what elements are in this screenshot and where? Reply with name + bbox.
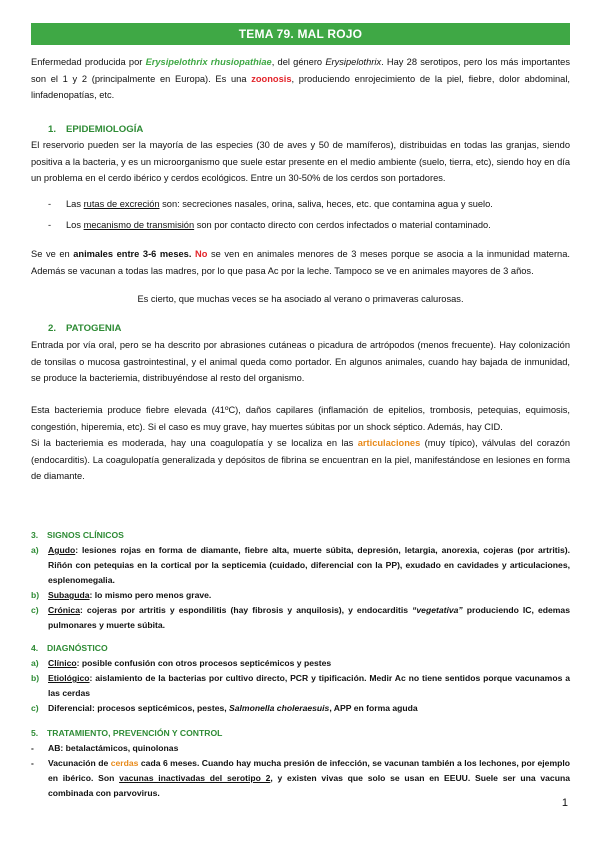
- italic-term: “vegetativa”: [412, 605, 463, 615]
- list-item: [31, 741, 570, 756]
- age-paragraph: [31, 246, 570, 279]
- item-marker: b): [31, 673, 40, 683]
- tratamiento-list: [31, 741, 570, 801]
- patogenia-paragraph-3: [31, 435, 570, 485]
- page-title: TEMA 79. MAL ROJO: [31, 23, 570, 45]
- item-text: produciendo IC, edemas pulmonares y muerte súbita.: [48, 605, 570, 630]
- paragraph-text: Se ve en: [31, 249, 74, 259]
- cerdas-highlight: cerdas: [110, 758, 139, 768]
- item-text: , y existen vivas que solo se usan en EEUU. Suele ser una vacuna combinada con parvovirus.: [48, 773, 570, 798]
- intro-text: Enfermedad producida por: [31, 57, 146, 67]
- paragraph-text: se ven en animales menores de 3 meses porque se asocia a la inmunidad materna. Además se vacunan a todas las madres, por lo que pasa Ac por la leche. Tampoco se ve en animales mayores de 3 años.: [31, 249, 570, 276]
- item-text: : aislamiento de la bacterias por cultivo directo, PCR y tipificación. Medir Ac no tiene sentidos porque vacunamos a las cerdas: [48, 673, 570, 698]
- section-number: 2.: [48, 323, 57, 334]
- section-heading-signos-clinicos: [31, 530, 124, 540]
- section-heading-tratamiento: [31, 728, 222, 738]
- underlined-term: Clínico: [48, 658, 77, 668]
- section-heading-patogenia: [48, 323, 121, 334]
- section-heading-epidemiologia: [48, 124, 143, 135]
- section-number: 4.: [31, 643, 39, 653]
- patogenia-paragraph-2: Esta bacteriemia produce fiebre elevada (41ºC), daños capilares (inflamación de epitelios, trombosis, petequias, equimosis, congestión, hiperemia, etc). Si el caso es muy grave, hay muertes súbitas por un shock séptico. Además, hay CID.: [31, 405, 570, 432]
- dash-marker: -: [31, 743, 34, 753]
- italic-term: Salmonella choleraesuis: [229, 703, 330, 713]
- item-text: AB: betalactámicos, quinolonas: [48, 743, 179, 753]
- paragraph-text: Si la bacteriemia es moderada, hay una coagulopatía y se localiza en las: [31, 438, 358, 448]
- section-heading-diagnostico: [31, 643, 108, 653]
- underlined-term: rutas de excreción: [83, 199, 160, 209]
- page-number: 1: [561, 797, 568, 809]
- underlined-term: vacunas inactivadas del serotipo 2: [119, 773, 271, 783]
- intro-paragraph: [31, 54, 570, 104]
- intro-text: , del género: [271, 57, 326, 67]
- item-text: son: secreciones nasales, orina, saliva, heces, etc. que contamina agua y suelo.: [159, 199, 493, 209]
- section-title: EPIDEMIOLOGÍA: [66, 124, 144, 135]
- epidemiologia-list: [48, 196, 568, 237]
- item-text: Vacunación de: [48, 758, 111, 768]
- item-text: Diferencial: procesos septicémicos, pestes,: [48, 703, 230, 713]
- item-marker: c): [31, 605, 39, 615]
- list-item: [31, 671, 570, 701]
- list-item: [31, 588, 570, 603]
- intro-text: . Hay 28 serotipos, pero los más importantes son el 1 y 2 (principalmente en Europa). Es una: [31, 57, 570, 84]
- section-number: 5.: [31, 728, 39, 738]
- item-marker: a): [31, 658, 39, 668]
- underlined-term: mecanismo de transmisión: [83, 219, 195, 230]
- signos-list: [31, 543, 570, 633]
- patogenia-paragraph-1: Entrada por vía oral, pero se ha descrito por abrasiones cutáneas o picadura de artrópodos (menos frecuente). Hay colonización de tonsilas o mucosa gastrointestinal, y el animal queda como portador. En algunos animales, cuando hay bajada de inmunidad, se produce la bacteriemia, distribuyéndose al resto del organismo.: [31, 340, 570, 383]
- item-marker: a): [31, 545, 39, 555]
- list-item: [48, 196, 568, 213]
- list-item: [31, 543, 570, 588]
- section-title: DIAGNÓSTICO: [47, 643, 108, 653]
- species-name: Erysipelothrix rhusiopathiae: [145, 57, 272, 67]
- item-text: son por contacto directo con cerdos infectados o material contaminado.: [194, 219, 491, 230]
- underlined-term: Subaguda: [48, 590, 90, 600]
- item-text: : lo mismo pero menos grave.: [89, 590, 212, 600]
- item-text: , APP en forma aguda: [329, 703, 418, 713]
- list-item: [31, 701, 570, 716]
- seasonal-note: Es cierto, que muchas veces se ha asociado al verano o primaveras calurosas.: [137, 294, 464, 304]
- section-number: 3.: [31, 530, 39, 540]
- diagnostico-list: [31, 656, 570, 716]
- section-title: TRATAMIENTO, PREVENCIÓN Y CONTROL: [47, 728, 223, 738]
- intro-text: , produciendo enrojecimiento de la piel, fiebre, dolor abdominal, linfadenopatías, etc.: [31, 73, 570, 100]
- item-text: Las: [66, 199, 84, 209]
- section-title: SIGNOS CLÍNICOS: [47, 530, 124, 540]
- list-item: [48, 217, 568, 234]
- item-text: cada 6 meses. Cuando hay mucha presión de infección, se vacunan también a los lechones, por ejemplo en ibérico. Son: [48, 758, 570, 783]
- list-item: [31, 756, 570, 801]
- item-text: : posible confusión con otros procesos septicémicos y pestes: [76, 658, 332, 668]
- zoonosis-highlight: zoonosis: [251, 73, 292, 84]
- epidemiologia-paragraph: El reservorio pueden ser la mayoría de las especies (30 de aves y 50 de mamíferos), distribuidas en todas las granjas, siendo positiva a la bacteria, y es un microorganismo que suele estar presente en el medio ambiente (suelo, tierra, etc), siendo hoy en día un problema en el cerdo ibérico y cerdos ecológicos. Entre un 30-50% de los cerdos son portadores.: [31, 140, 570, 183]
- paragraph-text: (muy típico), válvulas del corazón (endocarditis). La coagulopatía generalizada y depósitos de fibrina se encuentran en la piel, manifestándose en lesiones en forma de diamante.: [31, 438, 570, 481]
- genus-name: Erysipelothrix: [325, 57, 382, 67]
- dash-marker: -: [31, 758, 34, 768]
- underlined-term: Crónica: [48, 605, 80, 615]
- underlined-term: Agudo: [48, 545, 76, 555]
- age-range-bold: animales entre 3-6 meses.: [73, 249, 192, 259]
- item-marker: c): [31, 703, 39, 713]
- section-number: 1.: [48, 124, 57, 135]
- articulaciones-highlight: articulaciones: [357, 438, 421, 448]
- section-title: PATOGENIA: [66, 323, 122, 334]
- underlined-term: Etiológico: [48, 673, 90, 683]
- item-marker: b): [31, 590, 40, 600]
- list-item: [31, 603, 570, 633]
- dash-marker: -: [48, 199, 52, 209]
- item-text: Los: [66, 219, 84, 230]
- item-text: : cojeras por artritis y espondilitis (hay fibrosis y anquilosis), y endocarditis: [80, 605, 413, 615]
- list-item: [31, 656, 570, 671]
- item-text: : lesiones rojas en forma de diamante, fiebre alta, muerte súbita, depresión, letargia, anorexia, cojeras (por artritis). Riñón con petequias en la cortical por la septicemia (cuidado, diferencial con la PP), exudado en cavidades y articulaciones, esplenomegalia.: [48, 545, 570, 585]
- dash-marker: -: [48, 219, 52, 230]
- no-highlight: No: [195, 249, 208, 259]
